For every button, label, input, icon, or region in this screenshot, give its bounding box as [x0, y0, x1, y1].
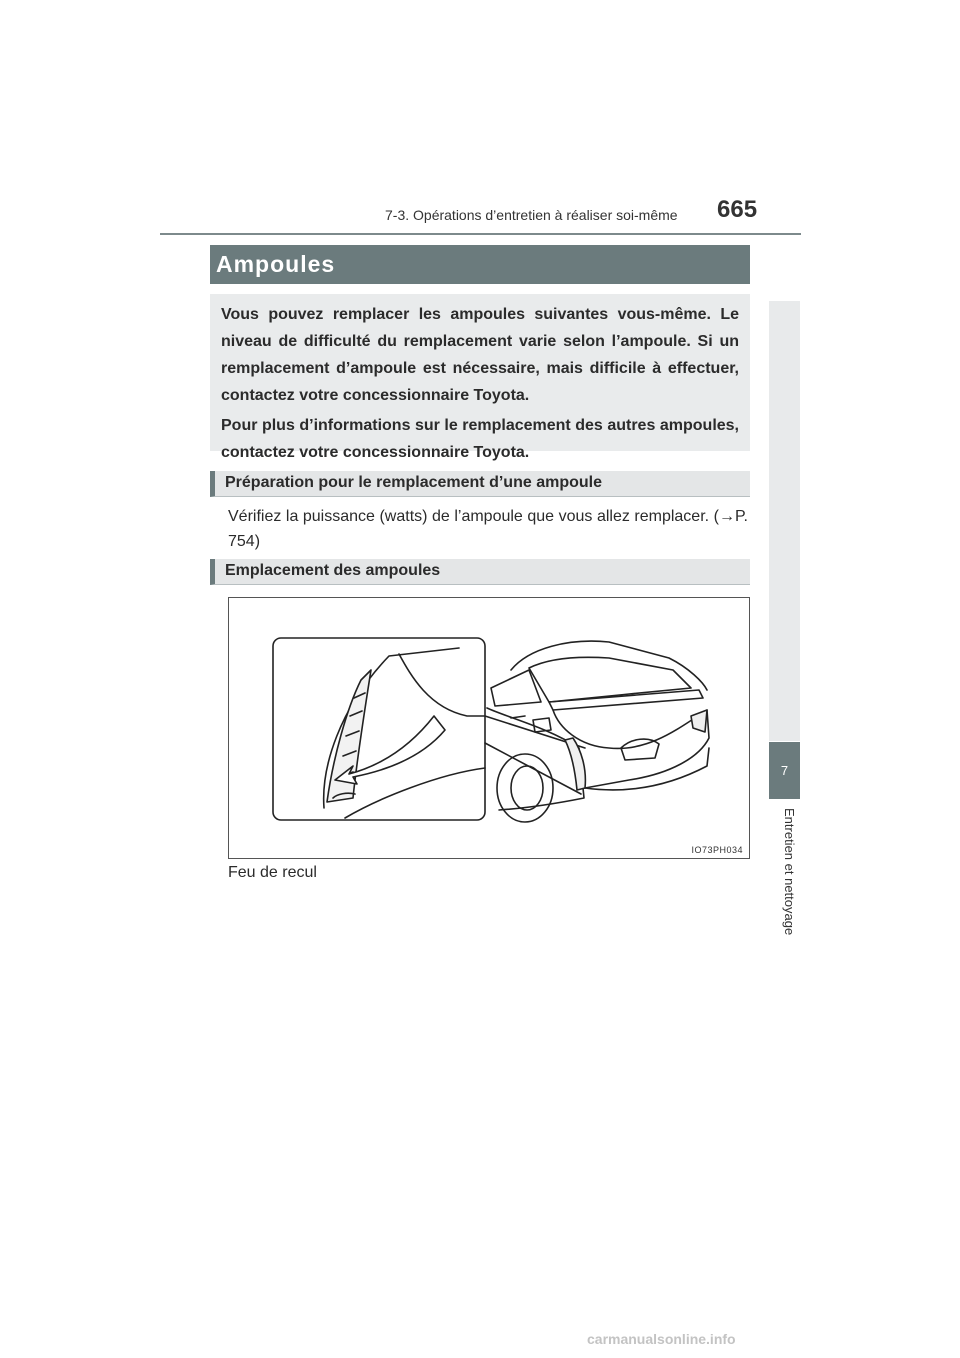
detail-inset [273, 638, 485, 820]
figure-caption: Feu de recul [228, 864, 317, 881]
watermark: carmanualsonline.info [587, 1331, 736, 1347]
figure-frame [228, 597, 750, 859]
side-rule [769, 301, 800, 741]
title-banner [210, 245, 750, 284]
sub-heading-location: Emplacement des ampoules [210, 559, 750, 585]
bulb-location-illustration [229, 598, 749, 858]
chapter-tab: 7 [769, 742, 800, 799]
car-fuel-door [533, 718, 551, 732]
preparation-text [228, 504, 748, 554]
car-roof [511, 641, 707, 690]
car-rear-window [529, 657, 691, 702]
figure-code: IO73PH034 [691, 845, 743, 855]
sub-heading-preparation: Préparation pour le remplacement d’une ampoule [210, 471, 750, 497]
intro-paragraph: Pour plus d’informations sur le remplacement des autres ampoules, contactez votre concessionnaire Toyota. [221, 417, 739, 461]
intro-box [210, 294, 750, 461]
page-number: 665 [717, 196, 758, 223]
header-section-title: 7-3. Opérations d’entretien à réaliser soi-même [385, 207, 678, 223]
page-title: Ampoules [216, 251, 336, 277]
car-door-handle [511, 716, 525, 718]
chapter-title: Entretien et nettoyage [782, 808, 797, 936]
header-rule [160, 233, 801, 235]
car-license-recess [621, 739, 659, 760]
car-rear-wheel-rim [511, 766, 543, 810]
car-tail-lamp-left [565, 738, 585, 790]
callout-line [485, 743, 581, 794]
preparation-paragraph: Vérifiez la puissance (watts) de l’ampoule que vous allez remplacer. (→P. 754) [228, 508, 748, 550]
car-body-side [487, 708, 584, 810]
car-bumper [585, 748, 709, 790]
car-spoiler [549, 690, 703, 710]
car-tail-lamp-right [691, 710, 707, 732]
intro-paragraph: Vous pouvez remplacer les ampoules suivantes vous-même. Le niveau de difficulté du remplacement varie selon l’ampoule. Si un remplacement d’ampoule est nécessaire, mais difficile à effectuer, contactez votre concessionnaire Toyota. [221, 306, 739, 404]
